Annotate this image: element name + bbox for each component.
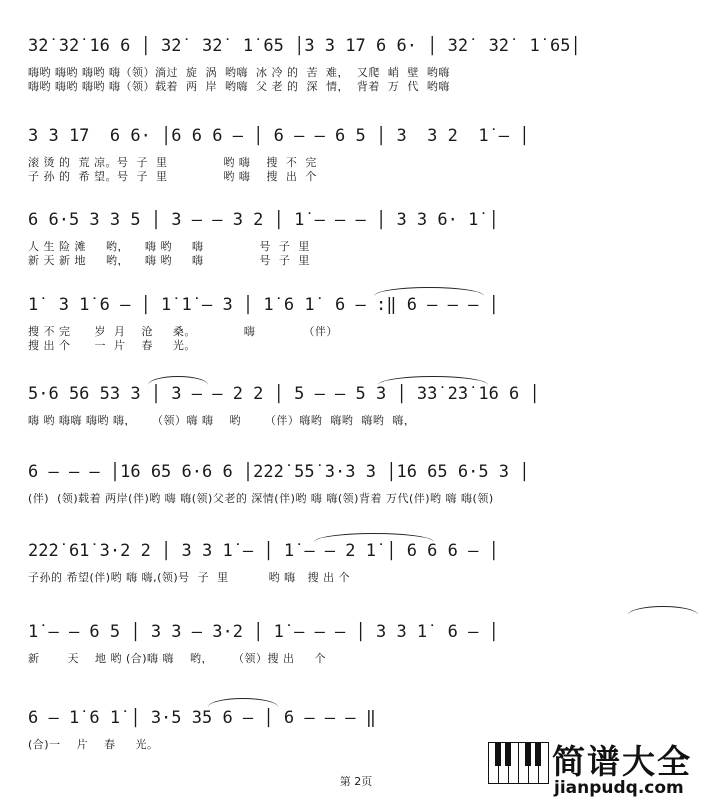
notation-line: 3̇2̇ 3̇2̇ 1̇6 6 │ 3̇2̇ 3̇2̇ 1̇ 65 │3 3 1̇7 6 6· │ 3̇2̇ 3̇2̇ 1̇ 65│ <box>28 36 581 56</box>
notation-line: 3 3 1̇7 6 6· │6 6 6 – │ 6 – – 6 5 │ 3 3 2 1̇ – │ <box>28 126 530 146</box>
lyric-verse-2: 新 天 新 地 哟， 嗨 哟 嗨 号 子 里 <box>28 254 310 266</box>
lyric-verse-2 <box>28 583 686 597</box>
lyric-verse-1: 人 生 险 滩 哟， 嗨 哟 嗨 号 子 里 <box>28 240 310 252</box>
lyric-verse-1: (伴) (领)载着 两岸(伴)哟 嗨 嗨(领)父老的 深情(伴)哟 嗨 嗨(领)背着 万代(伴)哟 嗨 嗨(领) <box>28 492 494 504</box>
lyric-verse-2: 嗨哟 嗨哟 嗨哟 嗨（领）载着 两 岸 哟嗨 父 老 的 深 情， 背着 万 代 哟嗨 <box>28 80 450 92</box>
watermark-title: 简谱大全 <box>552 742 692 781</box>
lyric-verse-1: 搜 不 完 岁 月 沧 桑。 嗨 （伴） <box>28 325 338 337</box>
watermark-url: jianpudq.com <box>554 778 684 798</box>
slur-mark <box>628 606 698 615</box>
lyric-verse-1: (合)一 片 春 光。 <box>28 738 159 750</box>
lyric-verse-1: 滚 烫 的 荒 凉。号 子 里 哟 嗨 搜 不 完 <box>28 156 317 168</box>
notation-line: 1̇ 3 1̇ 6 – │ 1̇ 1̇ – 3 │ 1̇ 6 1̇ 6 – :‖ 6 – – – │ <box>28 295 499 315</box>
notation-line: 6 – 1̇ 6 1̇ │ 3·5 35 6 – │ 6 – – – ‖ <box>28 708 376 728</box>
notation-line: 6 6·5 3 3 5 │ 3 – – 3 2 │ 1̇ – – – │ 3 3 6· 1̇ │ <box>28 210 499 230</box>
lyric-verse-2 <box>28 664 686 678</box>
lyric-verse-2: 搜 出 个 一 片 春 光。 <box>28 339 196 351</box>
lyric-verse-1: 嗨哟 嗨哟 嗨哟 嗨（领）淌过 旋 涡 哟嗨 冰 冷 的 苦 难， 又爬 峭 壁 哟嗨 <box>28 66 450 78</box>
notation-line: 2̇2̇2̇ 6̇1̇ 3·2 2 │ 3 3 1̇ – │ 1̇ – – 2 1̇ │ 6 6 6 – │ <box>28 541 499 561</box>
lyric-verse-2: 子 孙 的 希 望。号 子 里 哟 嗨 搜 出 个 <box>28 170 317 182</box>
slur-mark <box>208 698 278 707</box>
lyric-verse-2 <box>28 426 686 440</box>
lyric-verse-1: 子孙的 希望(伴)哟 嗨 嗨,(领)号 子 里 哟 嗨 搜 出 个 <box>28 571 351 583</box>
watermark-logo <box>484 734 710 800</box>
notation-line: 5·6 56 53 3 │ 3 – – 2 2 │ 5 – – 5 3 │ 3̇3̇ 2̇3̇ 1̇6 6 │ <box>28 384 540 404</box>
lyric-verse-1: 嗨 哟 嗨嗨 嗨哟 嗨， （领）嗨 嗨 哟 （伴）嗨哟 嗨哟 嗨哟 嗨， <box>28 414 416 426</box>
notation-line: 6 – – – │1̇6 65 6·6 6 │2̇2̇2̇ 5̇5̇ 3·3 3 │1̇6 65 6·5 3 │ <box>28 462 530 482</box>
lyric-verse-1: 新 天 地 哟 (合)嗨 嗨 哟， （领）搜 出 个 <box>28 652 326 664</box>
lyric-verse-2 <box>28 504 686 518</box>
page-number: 第 2页 <box>339 775 373 788</box>
notation-line: 1̇ – – 6 5 │ 3 3 – 3·2 │ 1̇ – – – │ 3 3 1̇ 6 – │ <box>28 622 499 642</box>
